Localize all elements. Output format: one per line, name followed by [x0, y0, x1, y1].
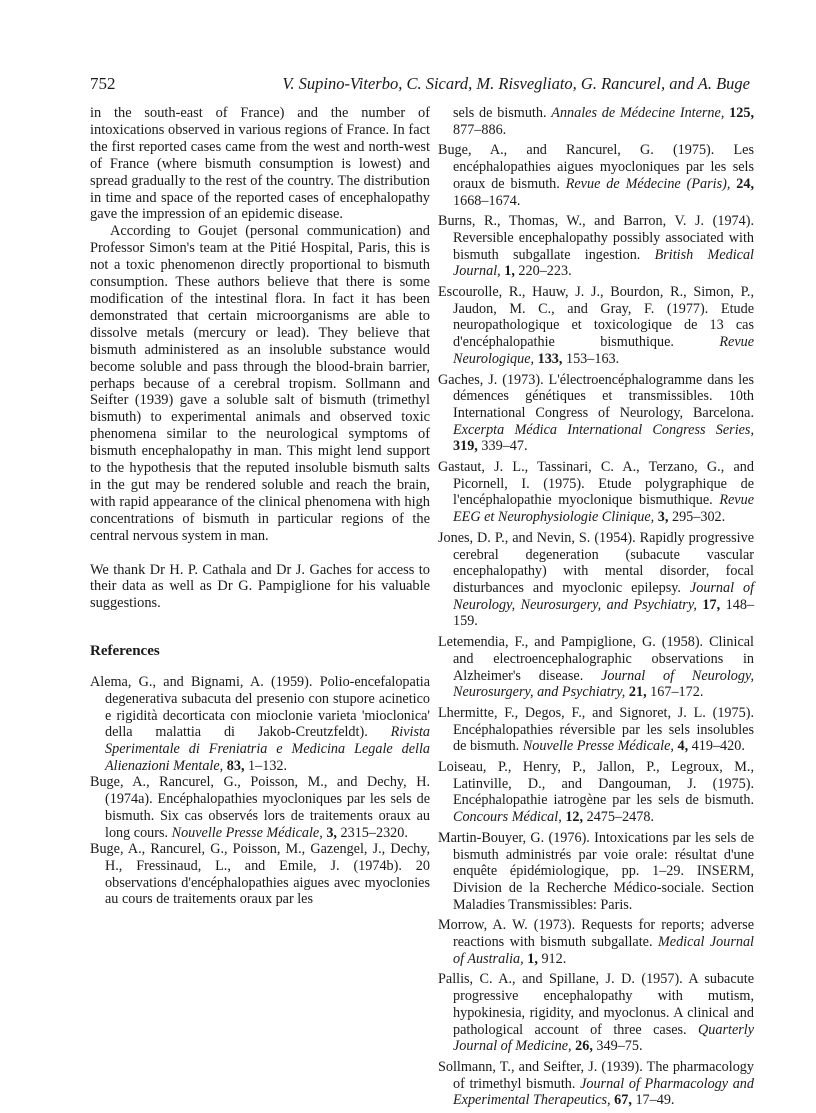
- reference-authors: Pallis, C. A., and Spillane, J. D. (1957). A subacute progressive encephalopathy with mutism, hypokinesia, rigidity, and myoclonus. A clinical and pathological account of three cases.: [438, 971, 754, 1038]
- reference-authors: Buge, A., Rancurel, G., Poisson, M., Gazengel, J., Dechy, H., Fressinaud, L., and Emile, J. (1974b). 20 observations d'encéphalopathies aigues avec myoclonies au cours de traitements oraux par les: [90, 841, 430, 908]
- reference-pages: 2475–2478.: [586, 809, 654, 826]
- reference-entry: [438, 459, 754, 526]
- reference-volume: 83,: [226, 757, 245, 774]
- reference-pages: 1668–1674.: [453, 192, 521, 209]
- reference-list-right: [438, 105, 754, 1109]
- reference-volume: 1,: [527, 950, 538, 967]
- reference-volume: 17,: [702, 596, 721, 613]
- reference-volume: 125,: [729, 105, 754, 121]
- page-number: 752: [90, 74, 116, 93]
- reference-volume: 1,: [504, 263, 515, 280]
- reference-entry: [438, 213, 754, 280]
- reference-entry: [438, 759, 754, 826]
- reference-pages: 220–223.: [518, 263, 572, 280]
- reference-entry: [438, 284, 754, 368]
- reference-entry: [438, 105, 754, 138]
- reference-volume: 3,: [657, 509, 669, 526]
- acknowledgement: We thank Dr H. P. Cathala and Dr J. Gaches for access to their data as well as Dr G. Pampiglione for his valuable suggestions.: [90, 561, 430, 612]
- reference-entry: [90, 774, 430, 841]
- reference-journal: Revue de Médecine (Paris),: [565, 175, 731, 192]
- reference-journal: Concours Médical,: [453, 809, 562, 826]
- reference-authors: Burns, R., Thomas, W., and Barron, V. J. (1974). Reversible encephalopathy possibly associated with bismuth subgallate ingestion.: [438, 213, 754, 263]
- reference-authors: Morrow, A. W. (1973). Requests for reports; adverse reactions with bismuth subgallate.: [438, 917, 754, 951]
- reference-entry: [438, 830, 754, 914]
- reference-authors: Martin-Bouyer, G. (1976). Intoxications par les sels de bismuth administrés par voie orale: résultat d'une enquête épidémiologique, pp. 1–29. INSERM, Division de la Recherche Médico-sociale. Section Maladies Transmissibles: Paris.: [438, 829, 754, 913]
- body-paragraph: in the south-east of France) and the number of intoxications observed in various regions of France. In fact the first reported cases came from the west and north-west of France (where bismuth consumption is lowest) and spread gradually to the rest of the country. The distribution in time and space of the reported cases of encephalopathy gave the impression of an epidemic disease.: [90, 105, 430, 223]
- reference-volume: 67,: [614, 1092, 632, 1109]
- reference-volume: 133,: [537, 350, 563, 367]
- reference-authors: Sollmann, T., and Seifter, J. (1939). The pharmacology of trimethyl bismuth.: [438, 1058, 754, 1092]
- reference-entry: [438, 530, 754, 630]
- reference-journal: Annales de Médecine Interne,: [551, 105, 725, 121]
- reference-authors: Gaches, J. (1973). L'électroencéphalogramme dans les démences génétiques et transmissibles. 10th International Congress of Neurology, Barcelona.: [438, 371, 754, 421]
- reference-pages: 167–172.: [650, 684, 704, 701]
- reference-authors: Jones, D. P., and Nevin, S. (1954). Rapidly progressive cerebral degeneration (subacute vascular encephalopathy) with mental disorder, focal disturbances and myoclonic epilepsy.: [438, 529, 754, 596]
- reference-volume: 4,: [677, 738, 689, 755]
- running-authors: V. Supino-Viterbo, C. Sicard, M. Risvegliato, G. Rancurel, and A. Buge: [282, 74, 750, 93]
- reference-journal: Excerpta Médica International Congress Series,: [453, 421, 754, 438]
- reference-pages: 153–163.: [565, 350, 620, 367]
- reference-pages: 339–47.: [481, 438, 528, 455]
- reference-pages: 295–302.: [671, 509, 726, 526]
- reference-authors: Escourolle, R., Hauw, J. J., Bourdon, R., Simon, P., Jaudon, M. C., and Gray, F. (1977). Etude neuropathologique et toxicologique de 13 cas d'encéphalopathie bismuthique.: [438, 284, 754, 351]
- reference-volume: 26,: [575, 1038, 593, 1055]
- reference-journal: Rivista Sperimentale di Freniatria e Medicina Legale della Alienazioni Mentale,: [105, 724, 430, 774]
- reference-volume: 319,: [453, 438, 478, 455]
- reference-journal: Journal of Neurology, Neurosurgery, and Psychiatry,: [453, 667, 755, 701]
- reference-entry: [438, 372, 754, 456]
- reference-volume: 12,: [565, 809, 584, 826]
- reference-authors: Alema, G., and Bignami, A. (1959). Polio-encefalopatia degenerativa subacuta del presenio con stupore acinetico e rigidità decorticata con mioclonie varieta 'mioclonica' della malattia di Jakob-Creutzfeldt).: [90, 674, 430, 741]
- reference-journal: Journal of Neurology, Neurosurgery, and Psychiatry,: [453, 579, 755, 613]
- reference-journal: Nouvelle Presse Médicale,: [171, 824, 323, 841]
- reference-entry: [438, 971, 754, 1055]
- references-heading: References: [90, 643, 160, 660]
- reference-pages: 877–886.: [453, 121, 507, 138]
- reference-entry: [438, 142, 754, 209]
- reference-journal: Revue Neurologique,: [453, 334, 755, 367]
- reference-entry: [438, 1059, 754, 1109]
- reference-entry: [90, 841, 430, 908]
- reference-pages: 912.: [541, 950, 567, 967]
- right-column: [438, 105, 754, 1113]
- reference-entry: [90, 674, 430, 774]
- reference-pages: 2315–2320.: [340, 824, 408, 841]
- reference-entry: [438, 705, 754, 755]
- reference-list-left: [90, 674, 430, 908]
- running-header: [90, 74, 750, 98]
- reference-authors: Loiseau, P., Henry, P., Jallon, P., Legroux, M., Latinville, D., and Dangouman, J. (1975). Encéphalopathie iatrogène par les sels de bismuth.: [438, 759, 754, 809]
- reference-authors: Letemendia, F., and Pampiglione, G. (1958). Clinical and electroencephalographic observations in Alzheimer's disease.: [438, 634, 754, 684]
- reference-volume: 24,: [736, 175, 755, 192]
- reference-authors: Buge, A., Rancurel, G., Poisson, M., and Dechy, H. (1974a). Encéphalopathies myocloniques par les sels de bismuth. Six cas observés lors de traitements oraux au long cours.: [90, 774, 430, 841]
- reference-volume: 21,: [628, 684, 647, 701]
- reference-pages: 148–159.: [453, 596, 755, 630]
- reference-authors: Buge, A., and Rancurel, G. (1975). Les encéphalopathies aigues myocloniques par les sels oraux de bismuth.: [438, 142, 754, 192]
- reference-entry: [438, 917, 754, 967]
- reference-journal: Nouvelle Presse Médicale,: [522, 738, 674, 755]
- reference-authors: sels de bismuth.: [453, 105, 547, 121]
- reference-pages: 17–49.: [635, 1092, 675, 1109]
- reference-pages: 419–420.: [691, 738, 745, 755]
- left-column: [90, 105, 430, 908]
- reference-authors: Lhermitte, F., Degos, F., and Signoret, J. L. (1975). Encéphalopathies réversible par les sels insolubles de bismuth.: [438, 704, 754, 755]
- reference-pages: 349–75.: [596, 1038, 643, 1055]
- reference-journal: Medical Journal of Australia,: [453, 934, 755, 967]
- reference-authors: Gastaut, J. L., Tassinari, C. A., Terzano, G., and Picornell, I. (1975). Etude polygraphique de l'encéphalopathie myoclonique bismuthique.: [438, 459, 754, 509]
- reference-journal: British Medical Journal,: [453, 246, 754, 280]
- reference-journal: Revue EEG et Neurophysiologie Clinique,: [453, 492, 754, 526]
- reference-volume: 3,: [326, 824, 337, 841]
- body-paragraph: According to Goujet (personal communication) and Professor Simon's team at the Pitié Hospital, Paris, this is not a toxic phenomenon directly proportional to bismuth consumption. These authors believe that there is some modification of the intestinal flora. In fact it has been demonstrated that certain microorganisms are able to dissolve metals (mercury or lead). They believe that bismuth administered as an insoluble substance would become soluble and pass through the blood-brain barrier, perhaps because of a cerebral tropism. Sollmann and Seifter (1939) gave a soluble salt of bismuth (trimethyl bismuth) to experimental animals and observed toxic phenomena similar to the neurological symptoms of bismuth encephalopathy in man. This might lend support to the hypothesis that the reputed insoluble bismuth salts in the gut may be rendered soluble and reach the brain, with rapid appearance of the clinical phenomena with high concentrations of bismuth in particular regions of the central nervous system in man.: [90, 223, 430, 544]
- reference-entry: [438, 634, 754, 701]
- reference-pages: 1–132.: [248, 757, 288, 774]
- reference-journal: Quarterly Journal of Medicine,: [453, 1021, 755, 1055]
- reference-journal: Journal of Pharmacology and Experimental Therapeutics,: [453, 1075, 754, 1109]
